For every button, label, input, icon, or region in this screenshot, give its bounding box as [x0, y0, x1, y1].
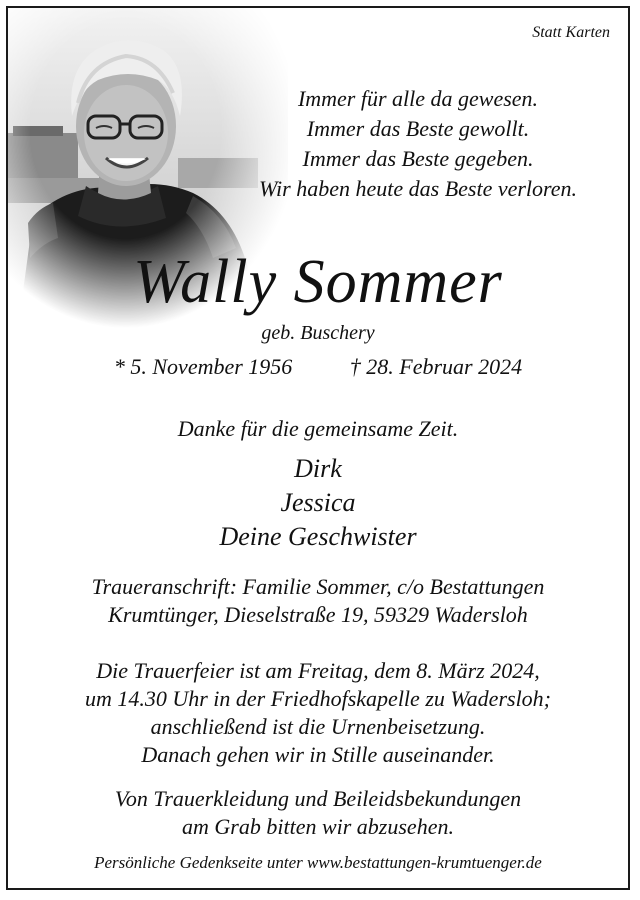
request-line: am Grab bitten wir abzusehen.	[182, 814, 454, 839]
poem-line: Immer das Beste gewollt.	[306, 116, 530, 141]
death-date: † 28. Februar 2024	[349, 354, 523, 379]
memorial-page-link: Persönliche Gedenkseite unter www.bestattungen-krumtuenger.de	[94, 853, 542, 872]
address-line: Krumtünger, Dieselstraße 19, 59329 Wadersloh	[108, 602, 528, 627]
birth-date: * 5. November 1956	[113, 354, 293, 379]
request-line: Von Trauerkleidung und Beileidsbekundungen	[114, 786, 522, 811]
service-line: Danach gehen wir in Stille auseinander.	[141, 742, 495, 767]
service-line: um 14.30 Uhr in der Friedhofskapelle zu Wadersloh;	[84, 686, 552, 711]
address-line: Traueranschrift: Familie Sommer, c/o Bestattungen	[91, 574, 545, 599]
mourner-name: Jessica	[280, 488, 356, 517]
mourning-address	[8, 573, 628, 629]
condolence-request	[8, 785, 628, 841]
service-line: Die Trauerfeier ist am Freitag, dem 8. März 2024,	[96, 658, 540, 683]
funeral-service-info	[8, 657, 628, 769]
birth-name: geb. Buschery	[261, 322, 375, 344]
obituary-frame	[6, 6, 630, 890]
mourners-list	[8, 452, 628, 554]
memorial-poem	[213, 84, 623, 204]
life-dates	[8, 354, 628, 380]
mourner-name: Dirk	[294, 454, 342, 483]
poem-line: Wir haben heute das Beste verloren.	[258, 176, 578, 201]
statt-karten-label: Statt Karten	[532, 24, 610, 41]
poem-line: Immer das Beste gegeben.	[302, 146, 534, 171]
deceased-name: Wally Sommer	[133, 248, 503, 316]
thanks-line: Danke für die gemeinsame Zeit.	[177, 416, 459, 441]
mourner-name: Deine Geschwister	[219, 522, 417, 551]
poem-line: Immer für alle da gewesen.	[297, 86, 539, 111]
service-line: anschließend ist die Urnenbeisetzung.	[150, 714, 486, 739]
